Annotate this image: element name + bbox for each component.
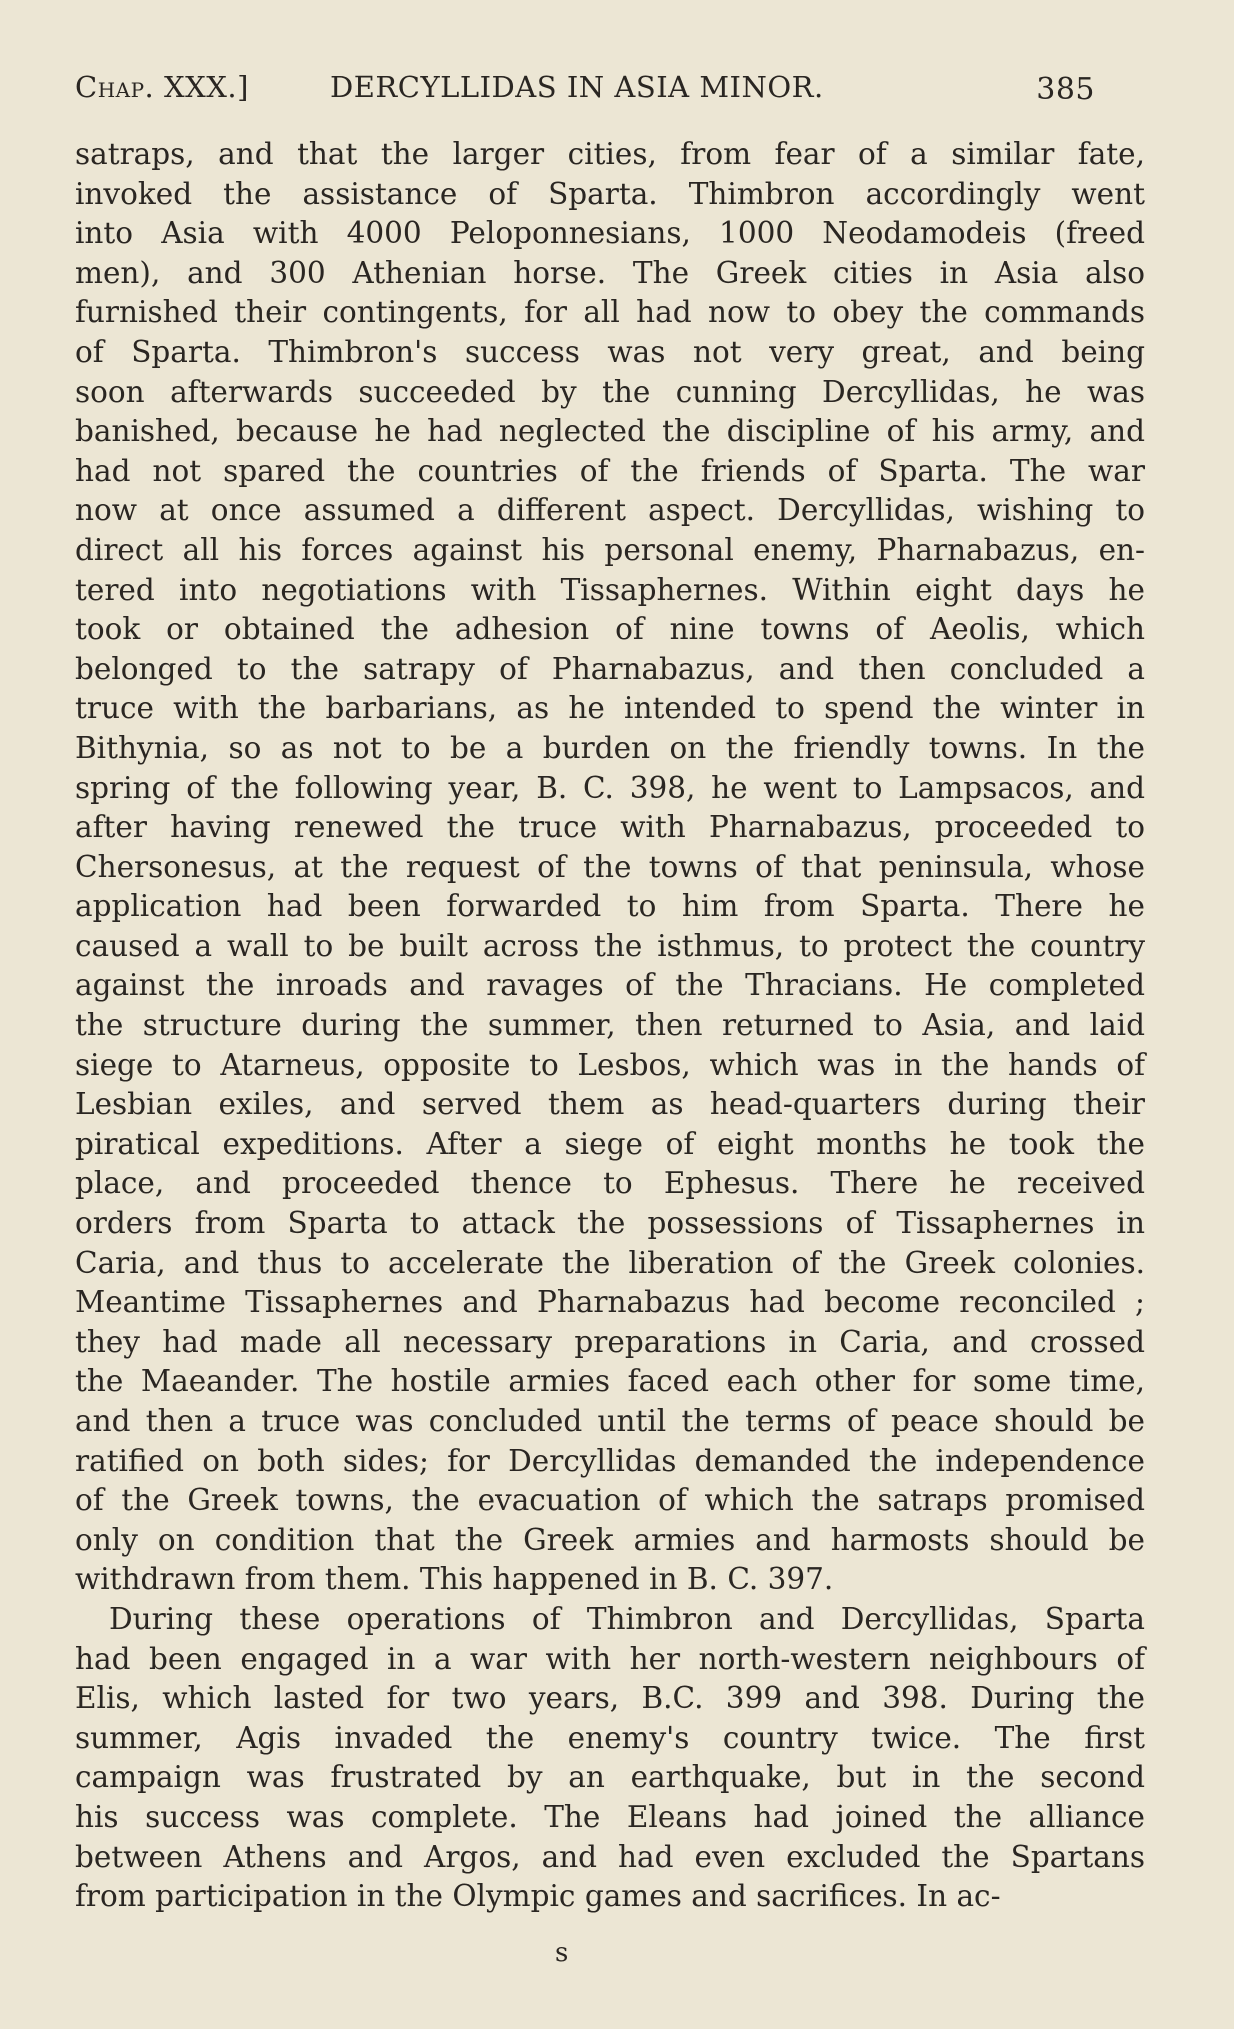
text-line: of Sparta. Thimbron's success was not very great, and being <box>75 334 1145 369</box>
text-line: soon afterwards succeeded by the cunning Dercyllidas, he was <box>75 374 1145 409</box>
text-line: between Athens and Argos, and had even excluded the Spartans <box>75 1839 1145 1874</box>
text-line: the structure during the summer, then returned to Asia, and laid <box>75 1008 1145 1043</box>
text-line: tered into negotiations with Tissaphernes. Within eight days he <box>75 572 1145 607</box>
text-line: only on condition that the Greek armies and harmosts should be <box>75 1522 1145 1557</box>
text-line: withdrawn from them. This happened in B. C. 397. <box>75 1562 834 1597</box>
text-line: after having renewed the truce with Pharnabazus, proceeded to <box>75 810 1145 845</box>
text-line: During these operations of Thimbron and Dercyllidas, Sparta <box>109 1601 1145 1636</box>
text-line: of the Greek towns, the evacuation of which the satraps promised <box>75 1483 1145 1518</box>
text-line: men), and 300 Athenian horse. The Greek cities in Asia also <box>75 255 1145 290</box>
text-line: took or obtained the adhesion of nine towns of Aeolis, which <box>75 612 1145 647</box>
text-line: spring of the following year, B. C. 398, he went to Lampsacos, and <box>75 770 1145 805</box>
running-header <box>75 70 1095 120</box>
text-line: orders from Sparta to attack the possessions of Tissaphernes in <box>75 1206 1145 1241</box>
running-title: DERCYLLIDAS IN ASIA MINOR. <box>330 70 824 104</box>
text-line: belonged to the satrapy of Pharnabazus, and then concluded a <box>75 651 1145 686</box>
text-line: caused a wall to be built across the isthmus, to protect the country <box>75 928 1145 963</box>
text-line: Bithynia, so as not to be a burden on the friendly towns. In the <box>75 730 1145 765</box>
text-line: they had made all necessary preparations in Caria, and crossed <box>75 1324 1145 1359</box>
text-line: his success was complete. The Eleans had joined the alliance <box>75 1799 1145 1834</box>
text-line: ratified on both sides; for Dercyllidas demanded the independence <box>75 1443 1145 1478</box>
text-line: now at once assumed a different aspect. Dercyllidas, wishing to <box>75 493 1145 528</box>
text-line: into Asia with 4000 Peloponnesians, 1000 Neodamodeis (freed <box>75 216 1145 251</box>
text-line: summer, Agis invaded the enemy's country twice. The first <box>75 1720 1145 1755</box>
text-line: Lesbian exiles, and served them as head-quarters during their <box>75 1087 1145 1122</box>
text-line: had been engaged in a war with her north-western neighbours of <box>75 1641 1145 1676</box>
chapter-reference: Chap. XXX.] <box>75 70 249 104</box>
text-line: place, and proceeded thence to Ephesus. There he received <box>75 1166 1145 1201</box>
text-line: invoked the assistance of Sparta. Thimbron accordingly went <box>75 176 1145 211</box>
text-line: campaign was frustrated by an earthquake, but in the second <box>75 1760 1145 1795</box>
text-line: against the inroads and ravages of the Thracians. He completed <box>75 968 1145 1003</box>
text-line: Chersonesus, at the request of the towns of that peninsula, whose <box>75 849 1145 884</box>
text-line: satraps, and that the larger cities, from fear of a similar fate, <box>75 137 1145 171</box>
text-line: application had been forwarded to him from Sparta. There he <box>75 889 1145 924</box>
text-line: piratical expeditions. After a siege of eight months he took the <box>75 1126 1145 1161</box>
page-number: 385 <box>1036 72 1095 107</box>
text-line: truce with the barbarians, as he intended to spend the winter in <box>75 691 1145 726</box>
signature-mark: s <box>555 1938 569 1968</box>
text-line: furnished their contingents, for all had now to obey the commands <box>75 295 1145 330</box>
text-line: Meantime Tissaphernes and Pharnabazus had become reconciled ; <box>75 1285 1145 1320</box>
text-line: Caria, and thus to accelerate the liberation of the Greek colonies. <box>75 1245 1145 1280</box>
text-line: had not spared the countries of the friends of Sparta. The war <box>75 453 1145 488</box>
text-line: direct all his forces against his personal enemy, Pharnabazus, en- <box>75 532 1145 567</box>
text-line: Elis, which lasted for two years, B.C. 399 and 398. During the <box>75 1681 1145 1716</box>
text-line: and then a truce was concluded until the terms of peace should be <box>75 1404 1145 1438</box>
body-text <box>75 135 1145 1917</box>
text-line: the Maeander. The hostile armies faced each other for some time, <box>75 1364 1145 1399</box>
text-line: from participation in the Olympic games and sacrifices. In ac- <box>75 1879 1001 1914</box>
text-line: banished, because he had neglected the discipline of his army, and <box>75 414 1145 449</box>
text-line: siege to Atarneus, opposite to Lesbos, which was in the hands of <box>75 1047 1145 1082</box>
